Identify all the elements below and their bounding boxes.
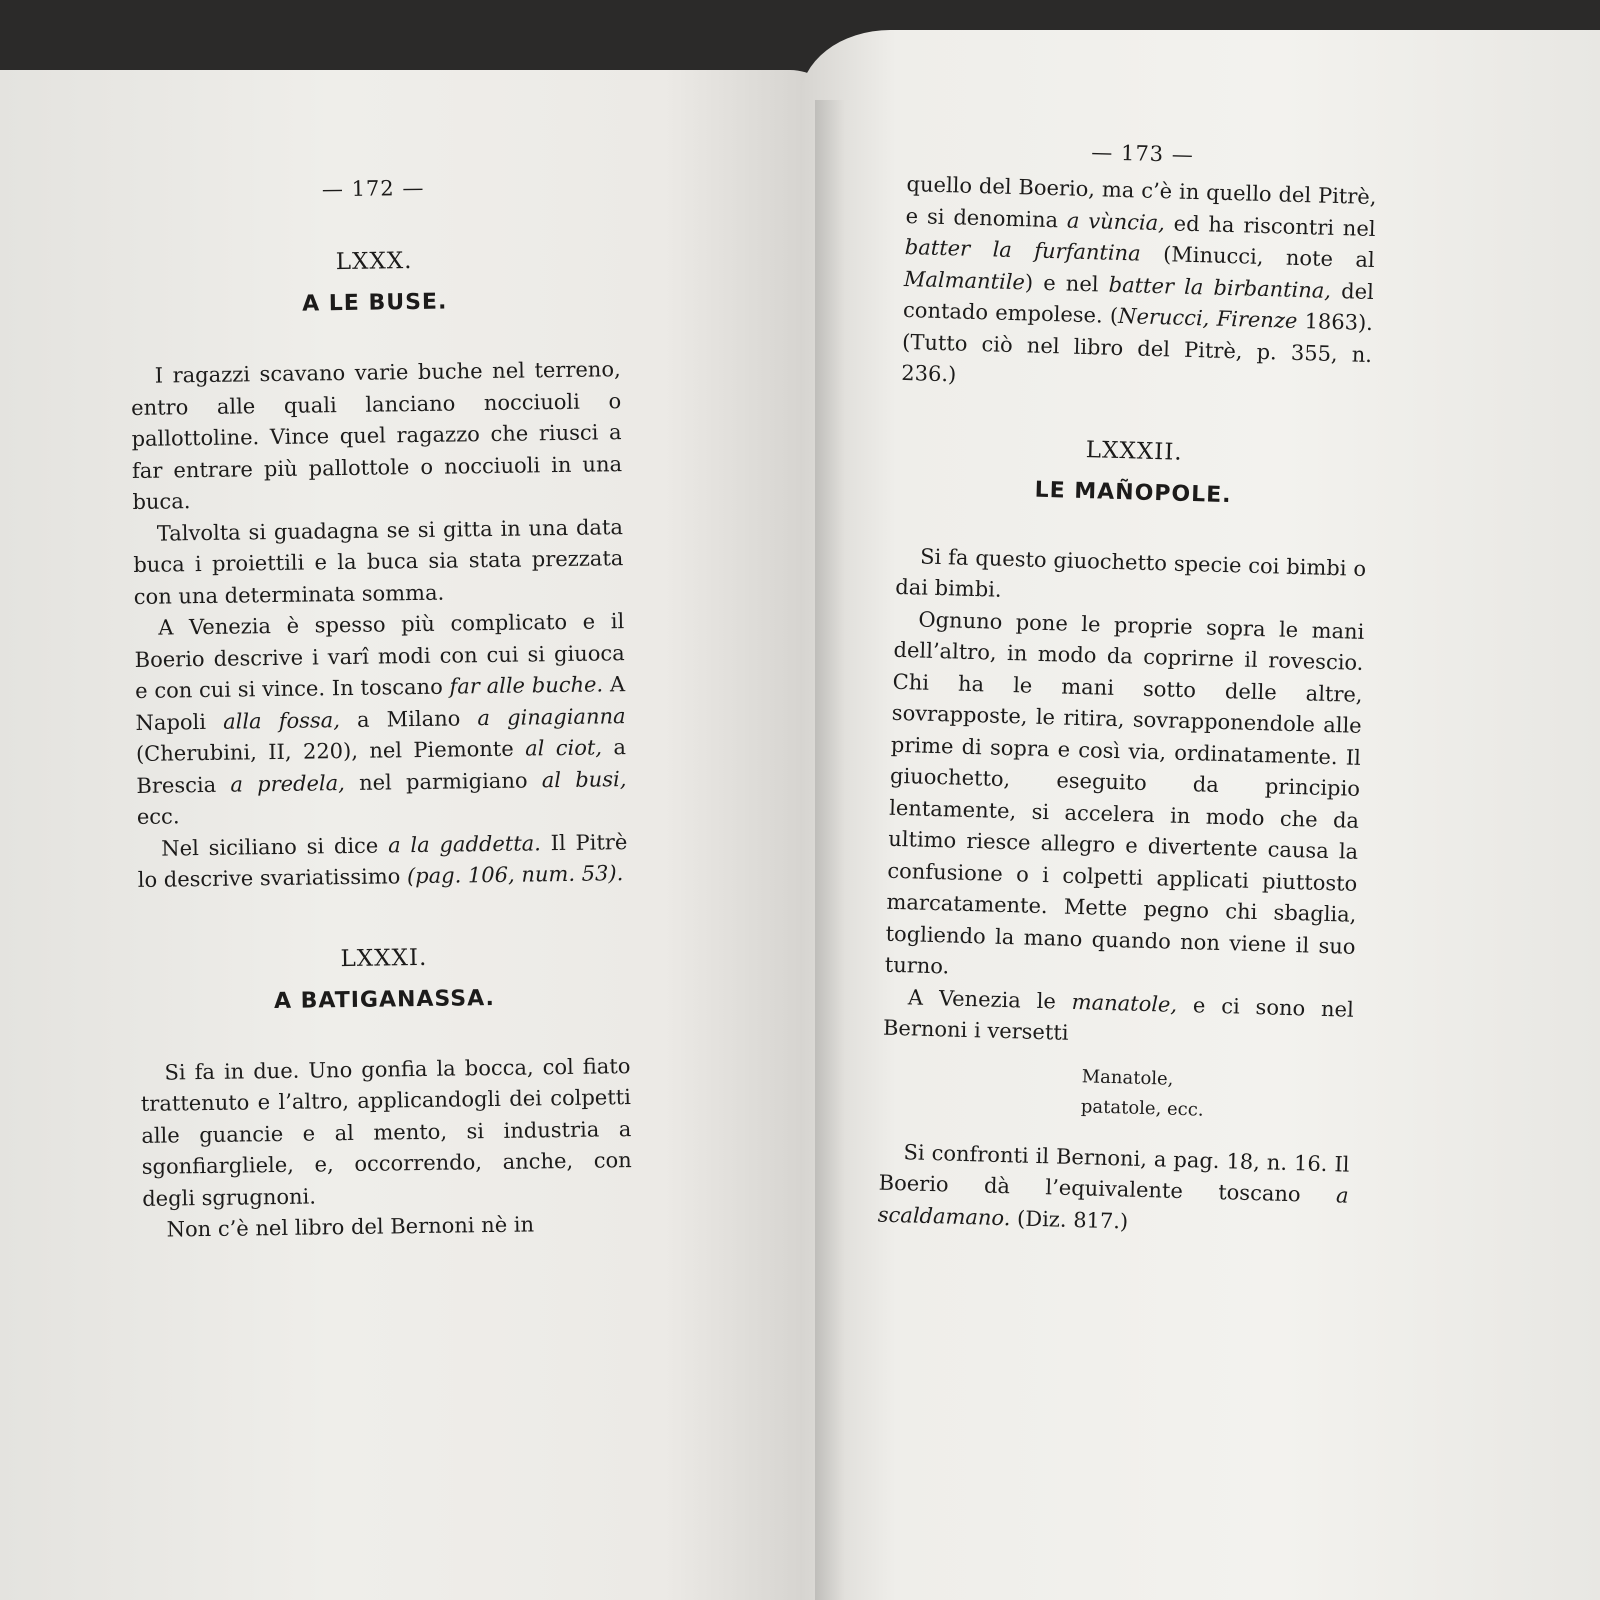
section-title: A LE BUSE. bbox=[301, 289, 448, 317]
paragraph: Ognuno pone le proprie sopra le mani dell’altro, in modo da coprirne il rovescio. Chi ha le mani sotto delle altre, sovrapposte, le ritira, sovrapponendole alle prime di sopra e così via, ordinatamente. Il giuochetto, eseguito da principio lentamente, si accelera in modo che da ultimo riesce allegro e divertente causa la confusione o i colpetti applicati piuttosto marcatamente. Mette pegno chi sbaglia, togliendo la mano quando non viene il suo turno. bbox=[884, 606, 1365, 979]
section-number: LXXXII. bbox=[1085, 436, 1184, 466]
paragraph: Talvolta si guadagna se si gitta in una data buca i proiettili e la buca sia stata prezzata con una determinata somma. bbox=[133, 514, 624, 609]
section-number: LXXX. bbox=[335, 248, 413, 276]
left-page-text bbox=[128, 173, 633, 1246]
paragraph: Si fa in due. Uno gonfia la bocca, col fiato trattenuto e l’altro, applicandogli dei colpetti alle guancie e al mento, si industria a sgonfiargliele, e, occorrendo, anche, con degli sgrugnoni. bbox=[140, 1053, 632, 1211]
paragraph: Si fa questo giuochetto specie coi bimbi o dai bimbi. bbox=[895, 544, 1367, 602]
paragraph: I ragazzi scavano varie buche nel terreno, entro alle quali lanciano nocciuoli o pallottoline. Vince quel ragazzo che riusci a far entrare più pallottole o nocciuoli in una buca. bbox=[131, 357, 623, 514]
page-number-left: — 172 — bbox=[321, 175, 425, 202]
paragraph: Non c’è nel libro del Bernoni nè in bbox=[166, 1212, 535, 1242]
paragraph: Si confronti il Bernoni, a pag. 18, n. 16. Il Boerio dà l’equivalente toscano a scaldamano. (Diz. 817.) bbox=[877, 1139, 1350, 1234]
section-title: LE MAÑOPOLE. bbox=[1034, 477, 1232, 508]
right-page-text bbox=[877, 135, 1377, 1244]
section-title: A BATIGANASSA. bbox=[273, 985, 496, 1014]
page-number-right: — 173 — bbox=[1091, 140, 1195, 167]
paragraph: Nel siciliano si dice a la gaddetta. Il Pitrè lo descrive svariatissimo (pag. 106, num. 53). bbox=[137, 829, 628, 892]
right-page bbox=[800, 30, 1600, 1600]
paragraph-continued: quello del Boerio, ma c’è in quello del Pitrè, e si denomina a vùncia, ed ha riscontri nel batter la furfantina (Minucci, note al Malmantile) e nel batter la birbantina, del contado empolese. (Nerucci, Firenze 1863). (Tutto ciò nel libro del Pitrè, p. 355, n. 236.) bbox=[901, 171, 1377, 387]
verse-line: Manatole, bbox=[1081, 1065, 1174, 1090]
paragraph: A Venezia è spesso più complicato e il Boerio descrive i varî modi con cui si giuoca e con cui si vince. In toscano far alle buche. A Napoli alla fossa, a Milano a ginagianna (Cherubini, II, 220), nel Piemonte al ciot, a Brescia a predela, nel parmigiano al busi, ecc. bbox=[134, 609, 627, 829]
paragraph: A Venezia le manatole, e ci sono nel Bernoni i versetti bbox=[882, 984, 1355, 1045]
verse-quote bbox=[1081, 1062, 1353, 1130]
section-number: LXXXI. bbox=[340, 944, 428, 972]
left-page bbox=[0, 70, 830, 1600]
verse-line: patatole, ecc. bbox=[1080, 1095, 1204, 1121]
book-gutter-shadow bbox=[815, 100, 845, 1600]
